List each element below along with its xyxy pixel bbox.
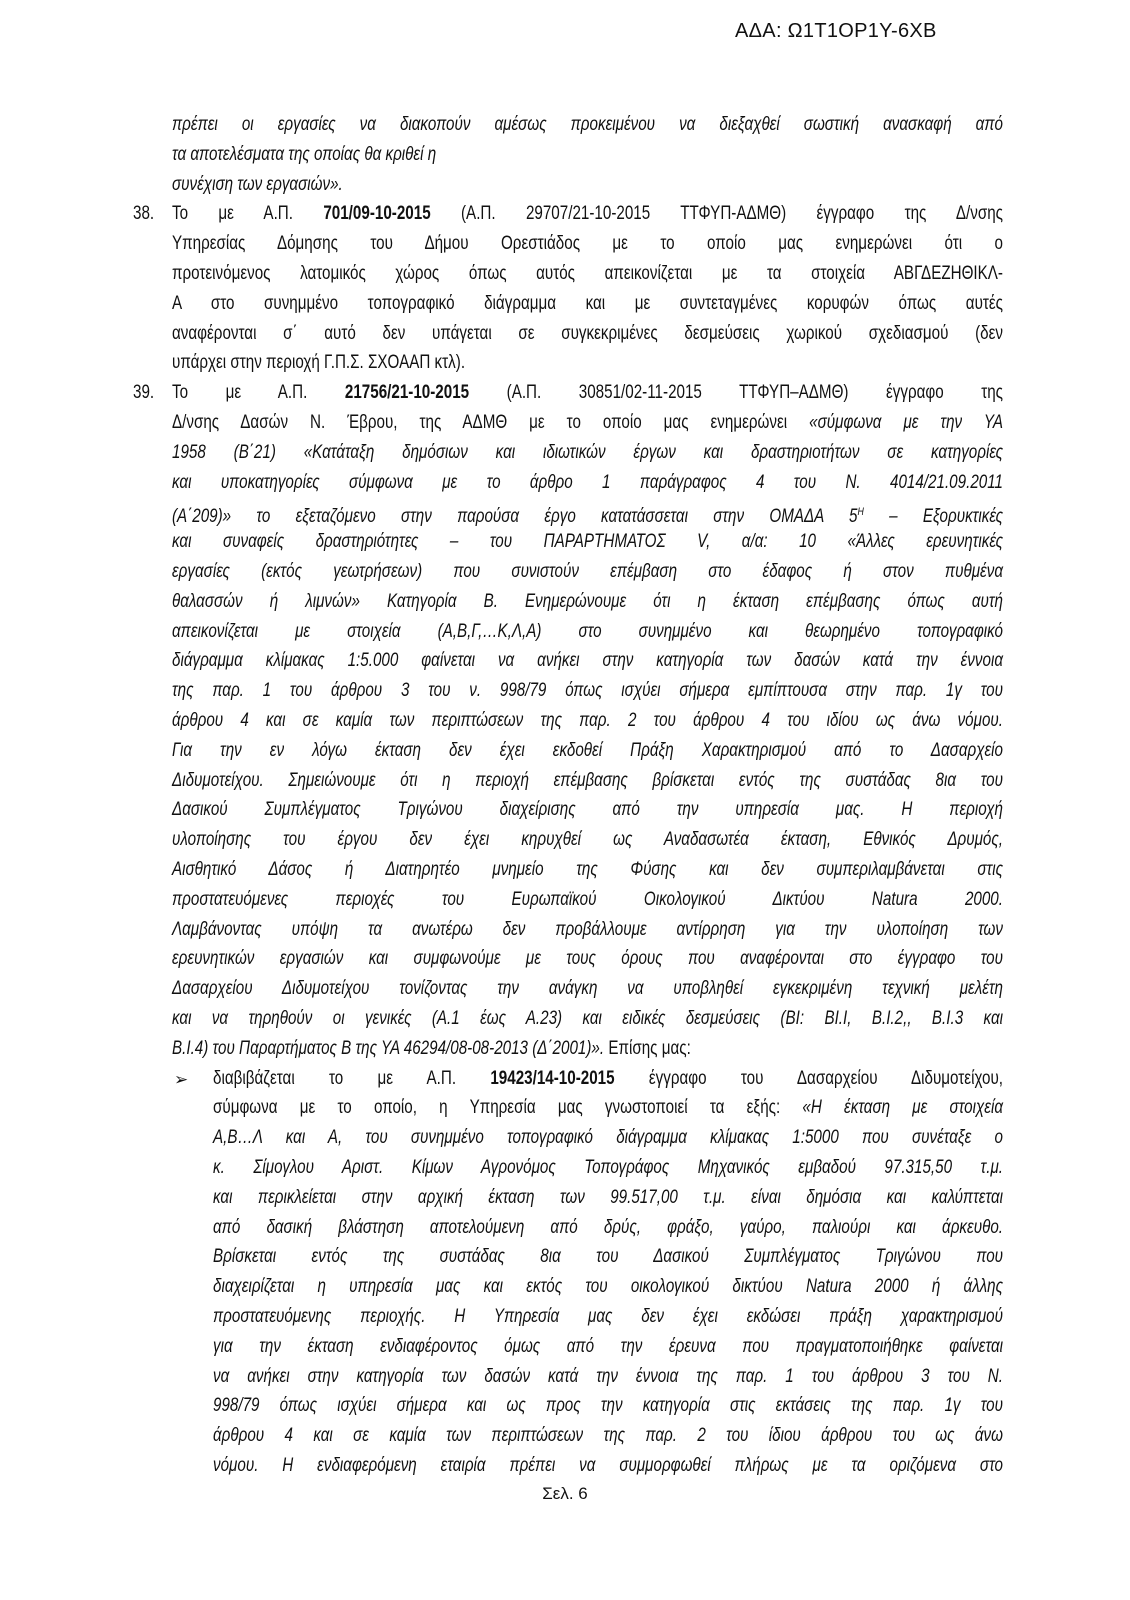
text-line (172, 589, 1003, 617)
text-segment: Α στο συνημμένο τοπογραφικό διάγραμμα και με συντεταγμένες κορυφών όπως αυτές (172, 292, 1003, 314)
text-line (172, 738, 1003, 766)
text-line (213, 1423, 1003, 1451)
text-line (172, 321, 1003, 349)
text-segment: (Α΄209)» το εξεταζόμενο στην παρούσα έργο κατατάσσεται στην ΟΜΑΔΑ 5 (172, 506, 858, 528)
text-segment: υλοποίησης του έργου δεν έχει κηρυχθεί ως Αναδασωτέα έκταση, Εθνικός Δρυμός, (172, 829, 1003, 851)
text-line (213, 1304, 1003, 1332)
text-line (172, 142, 1003, 170)
ada-header: ΑΔΑ: Ω1Τ1ΟΡ1Υ-6ΧΒ (735, 20, 937, 42)
text-line (172, 470, 1003, 498)
text-segment: διάγραμμα κλίμακας 1:5.000 φαίνεται να ανήκει στην κατηγορία των δασών κατά την έννοια (172, 650, 1003, 672)
text-line (172, 857, 1003, 885)
text-segment: έγγραφο του Δασαρχείου Διδυμοτείχου, (614, 1067, 1004, 1089)
text-line (213, 1215, 1003, 1243)
text-segment: προστατευόμενες περιοχές του Ευρωπαϊκού Οικολογικού Δικτύου Natura 2000. (172, 888, 1003, 910)
text-segment: άρθρου 4 και σε καμία των περιπτώσεων της παρ. 2 του άρθρου 4 του ιδίου ως άνω νόμου. (172, 710, 1003, 731)
text-segment: (Α.Π. 30851/02-11-2015 ΤΤΦΥΠ–ΑΔΜΘ) έγγραφο της (469, 382, 1003, 404)
text-segment: Διδυμοτείχου. Σημειώνουμε ότι η περιοχή επέμβασης βρίσκεται εντός της συστάδας 8ια του (172, 769, 1003, 791)
text-line (213, 1095, 1003, 1123)
text-segment: τα αποτελέσματα της οποίας θα κριθεί η (172, 143, 437, 165)
text-segment: αναφέρονται σ΄ αυτό δεν υπάγεται σε συγκεκριμένες δεσμεύσεις χωρικού σχεδιασμού (δεν (172, 322, 1003, 344)
text-segment: Α,Β…Λ και Α, του συνημμένο τοπογραφικό διάγραμμα κλίμακας 1:5000 που συνέταξε ο (213, 1127, 1003, 1149)
text-segment: Υπηρεσίας Δόμησης του Δήμου Ορεστιάδος με το οποίο μας ενημερώνει ότι ο (172, 233, 1003, 255)
text-segment: Βρίσκεται εντός της συστάδας 8ια του Δασικού Συμπλέγματος Τριγώνου που (213, 1246, 1003, 1268)
text-line (172, 946, 1003, 974)
item-number: 39. (133, 382, 155, 404)
text-segment: Το με Α.Π. (172, 382, 345, 404)
text-line (172, 648, 1003, 676)
text-segment: της παρ. 1 του άρθρου 3 του ν. 998/79 όπως ισχύει σήμερα εμπίπτουσα στην παρ. 1γ του (172, 680, 1003, 702)
text-line (213, 1334, 1003, 1362)
text-line (172, 976, 1003, 1004)
text-line (172, 350, 1003, 378)
text-line (172, 410, 1003, 438)
text-segment: εργασίες (εκτός γεωτρήσεων) που συνιστούν επέμβαση στο έδαφος ή στον πυθμένα (172, 561, 1003, 582)
text-segment: Το με Α.Π. (172, 203, 324, 225)
text-segment: Β.Ι.4) του Παραρτήματος Β της ΥΑ 46294/08-08-2013 (Δ΄2001)». (172, 1037, 605, 1059)
text-segment: πρέπει οι εργασίες να διακοπούν αμέσως προκειμένου να διεξαχθεί σωστική ανασκαφή από (172, 114, 1003, 135)
text-line (213, 1125, 1003, 1153)
text-line (213, 1274, 1003, 1302)
text-segment: προτεινόμενος λατομικός χώρος όπως αυτός απεικονίζεται με τα στοιχεία ΑΒΓΔΕΖΗΘΙΚΛ- (172, 263, 1003, 284)
text-segment: διαβιβάζεται το με Α.Π. (213, 1067, 491, 1089)
text-segment: «Η έκταση με στοιχεία (802, 1097, 1003, 1119)
text-line (172, 917, 1003, 945)
text-line (172, 1006, 1003, 1034)
text-segment: (Α.Π. 29707/21-10-2015 ΤΤΦΥΠ-ΑΔΜΘ) έγγραφο της Δ/νσης (430, 203, 1004, 225)
text-line (172, 678, 1003, 706)
item-number: 38. (133, 203, 155, 225)
text-line (172, 559, 1003, 587)
text-line (213, 1244, 1003, 1272)
text-segment: «σύμφωνα με την ΥΑ (809, 412, 1004, 433)
text-segment: Δασικού Συμπλέγματος Τριγώνου διαχείρισης από την υπηρεσία μας. Η περιοχή (172, 799, 1003, 821)
reference-number: 21756/21-10-2015 (344, 382, 470, 404)
text-segment: κ. Σίμογλου Αριστ. Κίμων Αγρονόμος Τοπογράφος Μηχανικός εμβαδού 97.315,50 τ.μ. (213, 1157, 1003, 1178)
text-line (172, 797, 1003, 825)
bullet-arrow-icon: ➢ (174, 1069, 189, 1089)
text-line (172, 291, 1003, 319)
text-line (213, 1066, 1003, 1094)
text-line (213, 1453, 1003, 1481)
text-segment: – Εξορυκτικές (863, 506, 1003, 528)
text-segment: Αισθητικό Δάσος ή Διατηρητέο μνημείο της Φύσης και δεν συμπεριλαμβάνεται στις (172, 859, 1003, 880)
text-line (172, 201, 1003, 229)
text-segment: θαλασσών ή λιμνών» Κατηγορία Β. Ενημερώνουμε ότι η έκταση επέμβασης όπως αυτή (172, 590, 1003, 612)
text-line (172, 380, 1003, 408)
page-number: Σελ. 6 (542, 1484, 588, 1503)
text-line (172, 1036, 1003, 1064)
text-line (213, 1155, 1003, 1183)
text-segment: νόμου. Η ενδιαφερόμενη εταιρία πρέπει να συμμορφωθεί πλήρως με τα οριζόμενα στο (213, 1455, 1003, 1476)
text-line (213, 1393, 1003, 1421)
text-line (172, 887, 1003, 915)
text-segment: υπάρχει στην περιοχή Γ.Π.Σ. ΣΧΟΑΑΠ κτλ). (172, 352, 466, 374)
text-line (172, 261, 1003, 289)
text-segment: απεικονίζεται με στοιχεία (Α,Β,Γ,…Κ,Λ,Α) στο συνημμένο και θεωρημένο τοπογραφικό (172, 620, 1003, 642)
text-line (172, 768, 1003, 796)
text-segment: προστατευόμενης περιοχής. Η Υπηρεσία μας δεν έχει εκδώσει πράξη χαρακτηρισμού (213, 1306, 1003, 1327)
text-line (172, 827, 1003, 855)
text-line (172, 172, 1003, 200)
reference-number: 701/09-10-2015 (323, 203, 431, 225)
text-segment: 1958 (Β΄21) «Κατάταξη δημόσιων και ιδιωτικών έργων και δραστηριοτήτων σε κατηγορίες (172, 441, 1003, 463)
text-segment: και περικλείεται στην αρχική έκταση των 99.517,00 τ.μ. είναι δημόσια και καλύπτεται (213, 1186, 1003, 1208)
text-line (172, 440, 1003, 468)
text-segment: σύμφωνα με το οποίο, η Υπηρεσία μας γνωστοποιεί τα εξής: (213, 1097, 803, 1119)
text-segment: από δασική βλάστηση αποτελούμενη από δρύς, φράξο, γαύρο, παλιούρι και άρκευθο. (213, 1216, 1003, 1238)
text-segment: διαχειρίζεται η υπηρεσία μας και εκτός του οικολογικού δικτύου Natura 2000 ή άλλης (213, 1276, 1003, 1298)
text-line (172, 619, 1003, 647)
text-line (172, 112, 1003, 140)
text-line (172, 708, 1003, 736)
text-segment: και συναφείς δραστηριότητες – του ΠΑΡΑΡΤΗΜΑΤΟΣ V, α/α: 10 «Άλλες ερευνητικές (172, 531, 1003, 553)
text-segment: και υποκατηγορίες σύμφωνα με το άρθρο 1 παράγραφος 4 του Ν. 4014/21.09.2011 (172, 471, 1003, 493)
text-segment: Δ/νσης Δασών Ν. Έβρου, της ΑΔΜΘ με το οποίο μας ενημερώνει (172, 412, 810, 433)
text-segment: Λαμβάνοντας υπόψη τα ανωτέρω δεν προβάλλουμε αντίρρηση για την υλοποίηση των (172, 918, 1003, 940)
text-segment: 998/79 όπως ισχύει σήμερα και ως προς την κατηγορία στις εκτάσεις της παρ. 1γ του (213, 1395, 1003, 1417)
text-segment: άρθρου 4 και σε καμία των περιπτώσεων της παρ. 2 του ίδιου άρθρου του ως άνω (213, 1425, 1003, 1447)
reference-number: 19423/14-10-2015 (490, 1067, 615, 1089)
text-line (213, 1364, 1003, 1392)
text-segment: να ανήκει στην κατηγορία των δασών κατά την έννοια της παρ. 1 του άρθρου 3 του Ν. (213, 1365, 1003, 1387)
text-line (213, 1185, 1003, 1213)
text-segment: συνέχιση των εργασιών». (172, 173, 343, 195)
text-line (172, 231, 1003, 259)
text-line (172, 529, 1003, 557)
text-segment: για την έκταση ενδιαφέροντος όμως από την έρευνα που πραγματοποιήθηκε φαίνεται (213, 1335, 1003, 1357)
text-segment: Δασαρχείου Διδυμοτείχου τονίζοντας την ανάγκη να υποβληθεί εγκεκριμένη τεχνική μελέτη (172, 978, 1003, 1000)
text-segment: Η (857, 506, 864, 519)
text-segment: Επίσης μας: (604, 1037, 691, 1059)
text-segment: Για την εν λόγω έκταση δεν έχει εκδοθεί Πράξη Χαρακτηρισμού από το Δασαρχείο (172, 739, 1003, 761)
text-segment: και να τηρηθούν οι γενικές (Α.1 έως Α.23) και ειδικές δεσμεύσεις (ΒΙ: ΒΙ.Ι, Β.Ι.2,, Β.Ι.3 και (172, 1008, 1003, 1029)
text-segment: ερευνητικών εργασιών και συμφωνούμε με τους όρους που αναφέρονται στο έγγραφο του (172, 948, 1003, 970)
text-line (172, 499, 1003, 527)
